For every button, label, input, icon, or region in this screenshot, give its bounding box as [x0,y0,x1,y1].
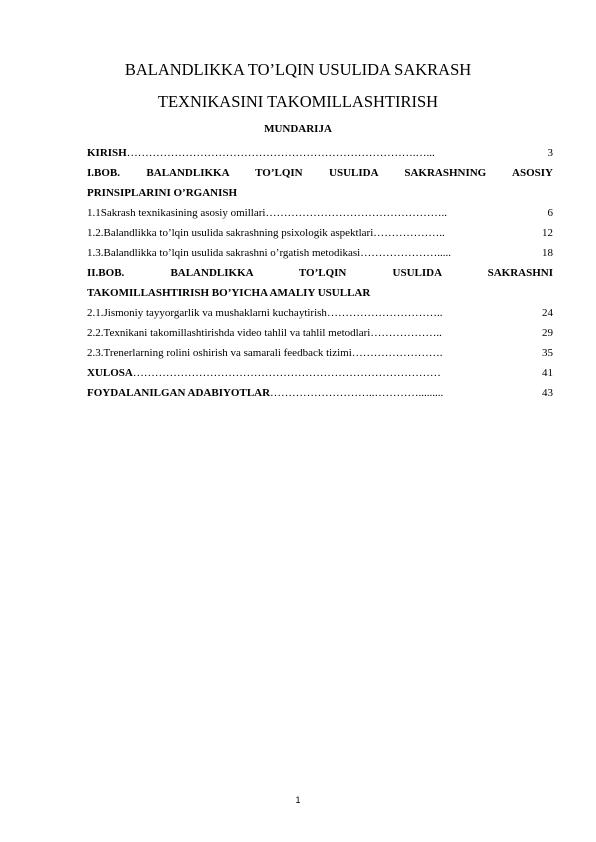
toc-page-number: 24 [542,307,553,319]
toc-leader-dots: ………………………..…………......... [270,387,444,399]
toc-page-number: 3 [547,147,553,159]
toc-page-number: 43 [542,387,553,399]
toc-leader-dots: ……………….. [373,227,445,239]
toc-entry-label: KIRISH [87,147,127,159]
toc-entry-2-3 [87,343,553,363]
toc-entry-2-2 [87,323,553,343]
toc-page-number: 18 [542,247,553,259]
toc-page-number: 29 [542,327,553,339]
toc-page-number: 12 [542,227,553,239]
toc-entry-label: 1.2.Balandlikka to’lqin usulida sakrashning psixologik aspektlari [87,227,374,239]
toc-entry-label: 1.3.Balandlikka to’lqin usulida sakrashni o’rgatish metodikasi [87,247,361,259]
toc-chapter-1-line-2: PRINSIPLARINI O’RGANISH [87,187,238,199]
toc-entry-label: 2.3.Trenerlarning rolini oshirish va samarali feedback tizimi [87,347,352,359]
toc-entry-label: 2.2.Texnikani takomillashtirishda video tahlil va tahlil metodlari [87,327,371,339]
toc-entry-label: 1.1Sakrash texnikasining asosiy omillari [87,207,266,219]
toc-leader-dots: ………………………………………….. [265,207,447,219]
toc-leader-dots: …………………..... [360,247,451,259]
toc-leader-dots: ………………………………………………………………………… [132,367,441,379]
toc-page-number: 41 [542,367,553,379]
toc-chapter-2-line-2: TAKOMILLASHTIRISH BO’YICHA AMALIY USULLAR [87,287,371,299]
toc-entry-label: XULOSA [87,367,133,379]
toc-leader-dots: ………………………….. [326,307,443,319]
toc-leader-dots: ……………………. [351,347,443,359]
toc-entry-label: 2.1.Jismoniy tayyorgarlik va mushaklarni kuchaytirish [87,307,327,319]
toc-leader-dots: ……………….. [370,327,442,339]
page-number: 1 [295,795,301,805]
toc-page-number: 35 [542,347,553,359]
document-title-line-2: TEXNIKASINI TAKOMILLASHTIRISH [157,92,439,111]
document-title-line-1: BALANDLIKKA TO’LQIN USULIDA SAKRASH [124,60,472,79]
toc-leader-dots: …………………………………………………………………….…... [126,147,435,159]
toc-entry-1-1 [87,203,553,223]
toc-entry-1-3 [87,243,553,263]
toc-page-number: 6 [547,207,553,219]
toc-entry-foydalanilgan-adabiyotlar [87,383,553,403]
table-of-contents [87,143,553,403]
contents-heading: MUNDARIJA [264,123,332,135]
toc-chapter-2-line-1: II.BOB. BALANDLIKKA TO’LQIN USULIDA SAKRASHNI [87,267,553,279]
toc-entry-label: FOYDALANILGAN ADABIYOTLAR [87,387,271,399]
toc-entry-xulosa [87,363,553,383]
toc-entry-kirish [87,143,553,163]
toc-chapter-1-line-1: I.BOB. BALANDLIKKA TO’LQIN USULIDA SAKRASHNING ASOSIY [87,167,553,179]
toc-entry-1-2 [87,223,553,243]
toc-entry-2-1 [87,303,553,323]
